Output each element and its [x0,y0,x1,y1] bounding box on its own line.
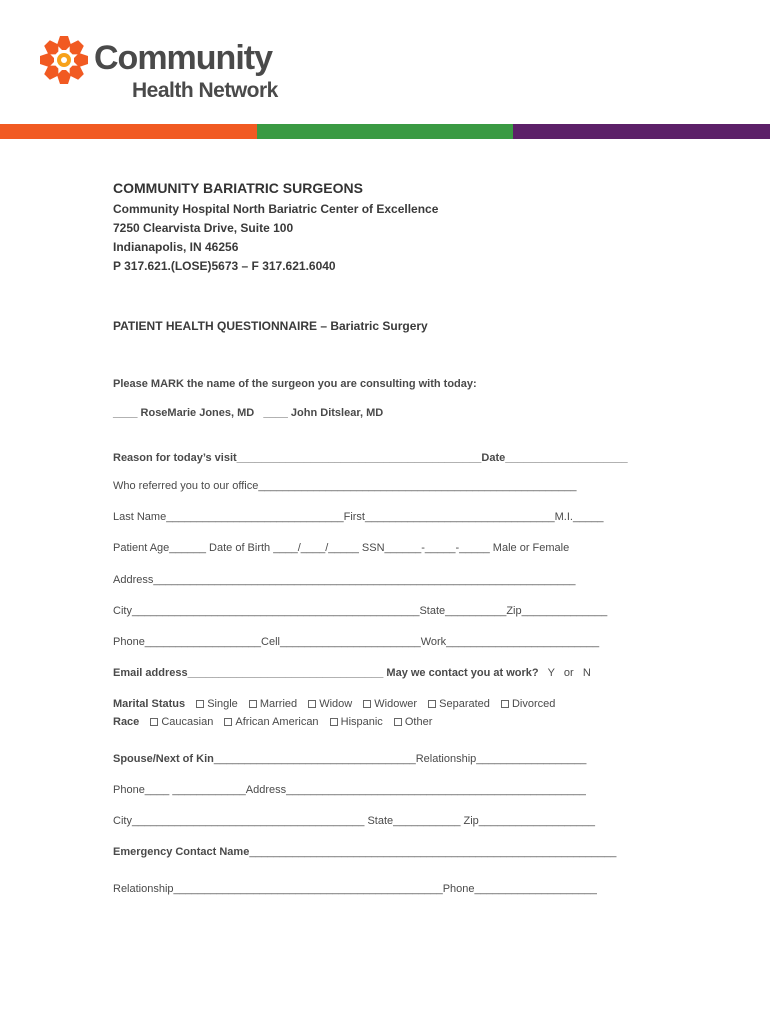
checkbox[interactable] [394,718,402,726]
option-african-american: African American [235,716,319,728]
color-band [0,124,770,139]
option-widow: Widow [319,698,353,710]
checkbox[interactable] [150,718,158,726]
spouse-label: Spouse/Next of Kin [113,753,214,765]
option-other: Other [404,716,433,728]
logo-text-health-network: Health Network [132,79,278,102]
surgeon-prompt: Please MARK the name of the surgeon you are consulting with today: [113,378,477,390]
community-health-network-logo [38,34,308,104]
band-green [257,124,514,139]
relationship-field[interactable]: Relationship____________________________________________Phone____________________ [113,883,597,895]
phone-field[interactable]: Phone___________________Cell_______________________Work_________________________ [113,636,600,648]
checkbox[interactable] [308,700,316,708]
spouse-phone-field[interactable]: Phone____ ____________Address_________________________________________________ [113,784,586,796]
logo-text-community: Community [94,39,272,77]
emergency-contact-label: Emergency Contact Name [113,846,250,858]
option-single: Single [207,698,238,710]
surgeon-options[interactable]: ____ RoseMarie Jones, MD ____ John Ditslear, MD [113,407,384,419]
address-line: Indianapolis, IN 46256 [113,240,239,254]
referred-field[interactable]: Who referred you to our office____________________________________________________ [113,480,577,492]
name-field[interactable]: Last Name_____________________________First_______________________________M.I._____ [113,511,604,523]
checkbox[interactable] [428,700,436,708]
address-line: 7250 Clearvista Drive, Suite 100 [113,221,294,235]
contact-at-work-answer[interactable]: Y or N [538,667,591,679]
option-married: Married [259,698,298,710]
age-dob-field[interactable]: Patient Age______ Date of Birth ____/____/_____ SSN______-_____-_____ Male or Female [113,542,570,554]
band-purple [513,124,770,139]
address-line: Community Hospital North Bariatric Center of Excellence [113,202,439,216]
marital-status-row [113,698,555,710]
reason-field[interactable]: Reason for today’s visit________________________________________Date____________________ [113,452,628,464]
checkbox[interactable] [330,718,338,726]
starburst-logo-icon [38,34,90,86]
checkbox[interactable] [363,700,371,708]
band-orange [0,124,257,139]
checkbox[interactable] [501,700,509,708]
checkbox[interactable] [196,700,204,708]
city-field[interactable]: City_______________________________________________State__________Zip______________ [113,605,608,617]
form-title: PATIENT HEALTH QUESTIONNAIRE – Bariatric Surgery [113,319,428,333]
checkbox[interactable] [249,700,257,708]
option-hispanic: Hispanic [340,716,383,728]
option-separated: Separated [439,698,490,710]
option-widower: Widower [374,698,418,710]
race-row [113,716,432,728]
spouse-field[interactable]: _________________________________Relationship__________________ [213,753,587,765]
email-field[interactable]: Email address________________________________ May we contact you at work? [113,667,539,679]
practice-title: COMMUNITY BARIATRIC SURGEONS [113,180,363,196]
practice-address [113,200,438,276]
marital-status-label: Marital Status [113,698,186,710]
race-label: Race [113,716,140,728]
option-divorced: Divorced [511,698,556,710]
option-caucasian: Caucasian [161,716,214,728]
spouse-city-field[interactable]: City______________________________________ State___________ Zip___________________ [113,815,596,827]
address-line: P 317.621.(LOSE)5673 – F 317.621.6040 [113,259,336,273]
checkbox[interactable] [224,718,232,726]
emergency-contact-field[interactable]: ____________________________________________________________ [249,846,617,858]
address-field[interactable]: Address_____________________________________________________________________ [113,574,576,586]
